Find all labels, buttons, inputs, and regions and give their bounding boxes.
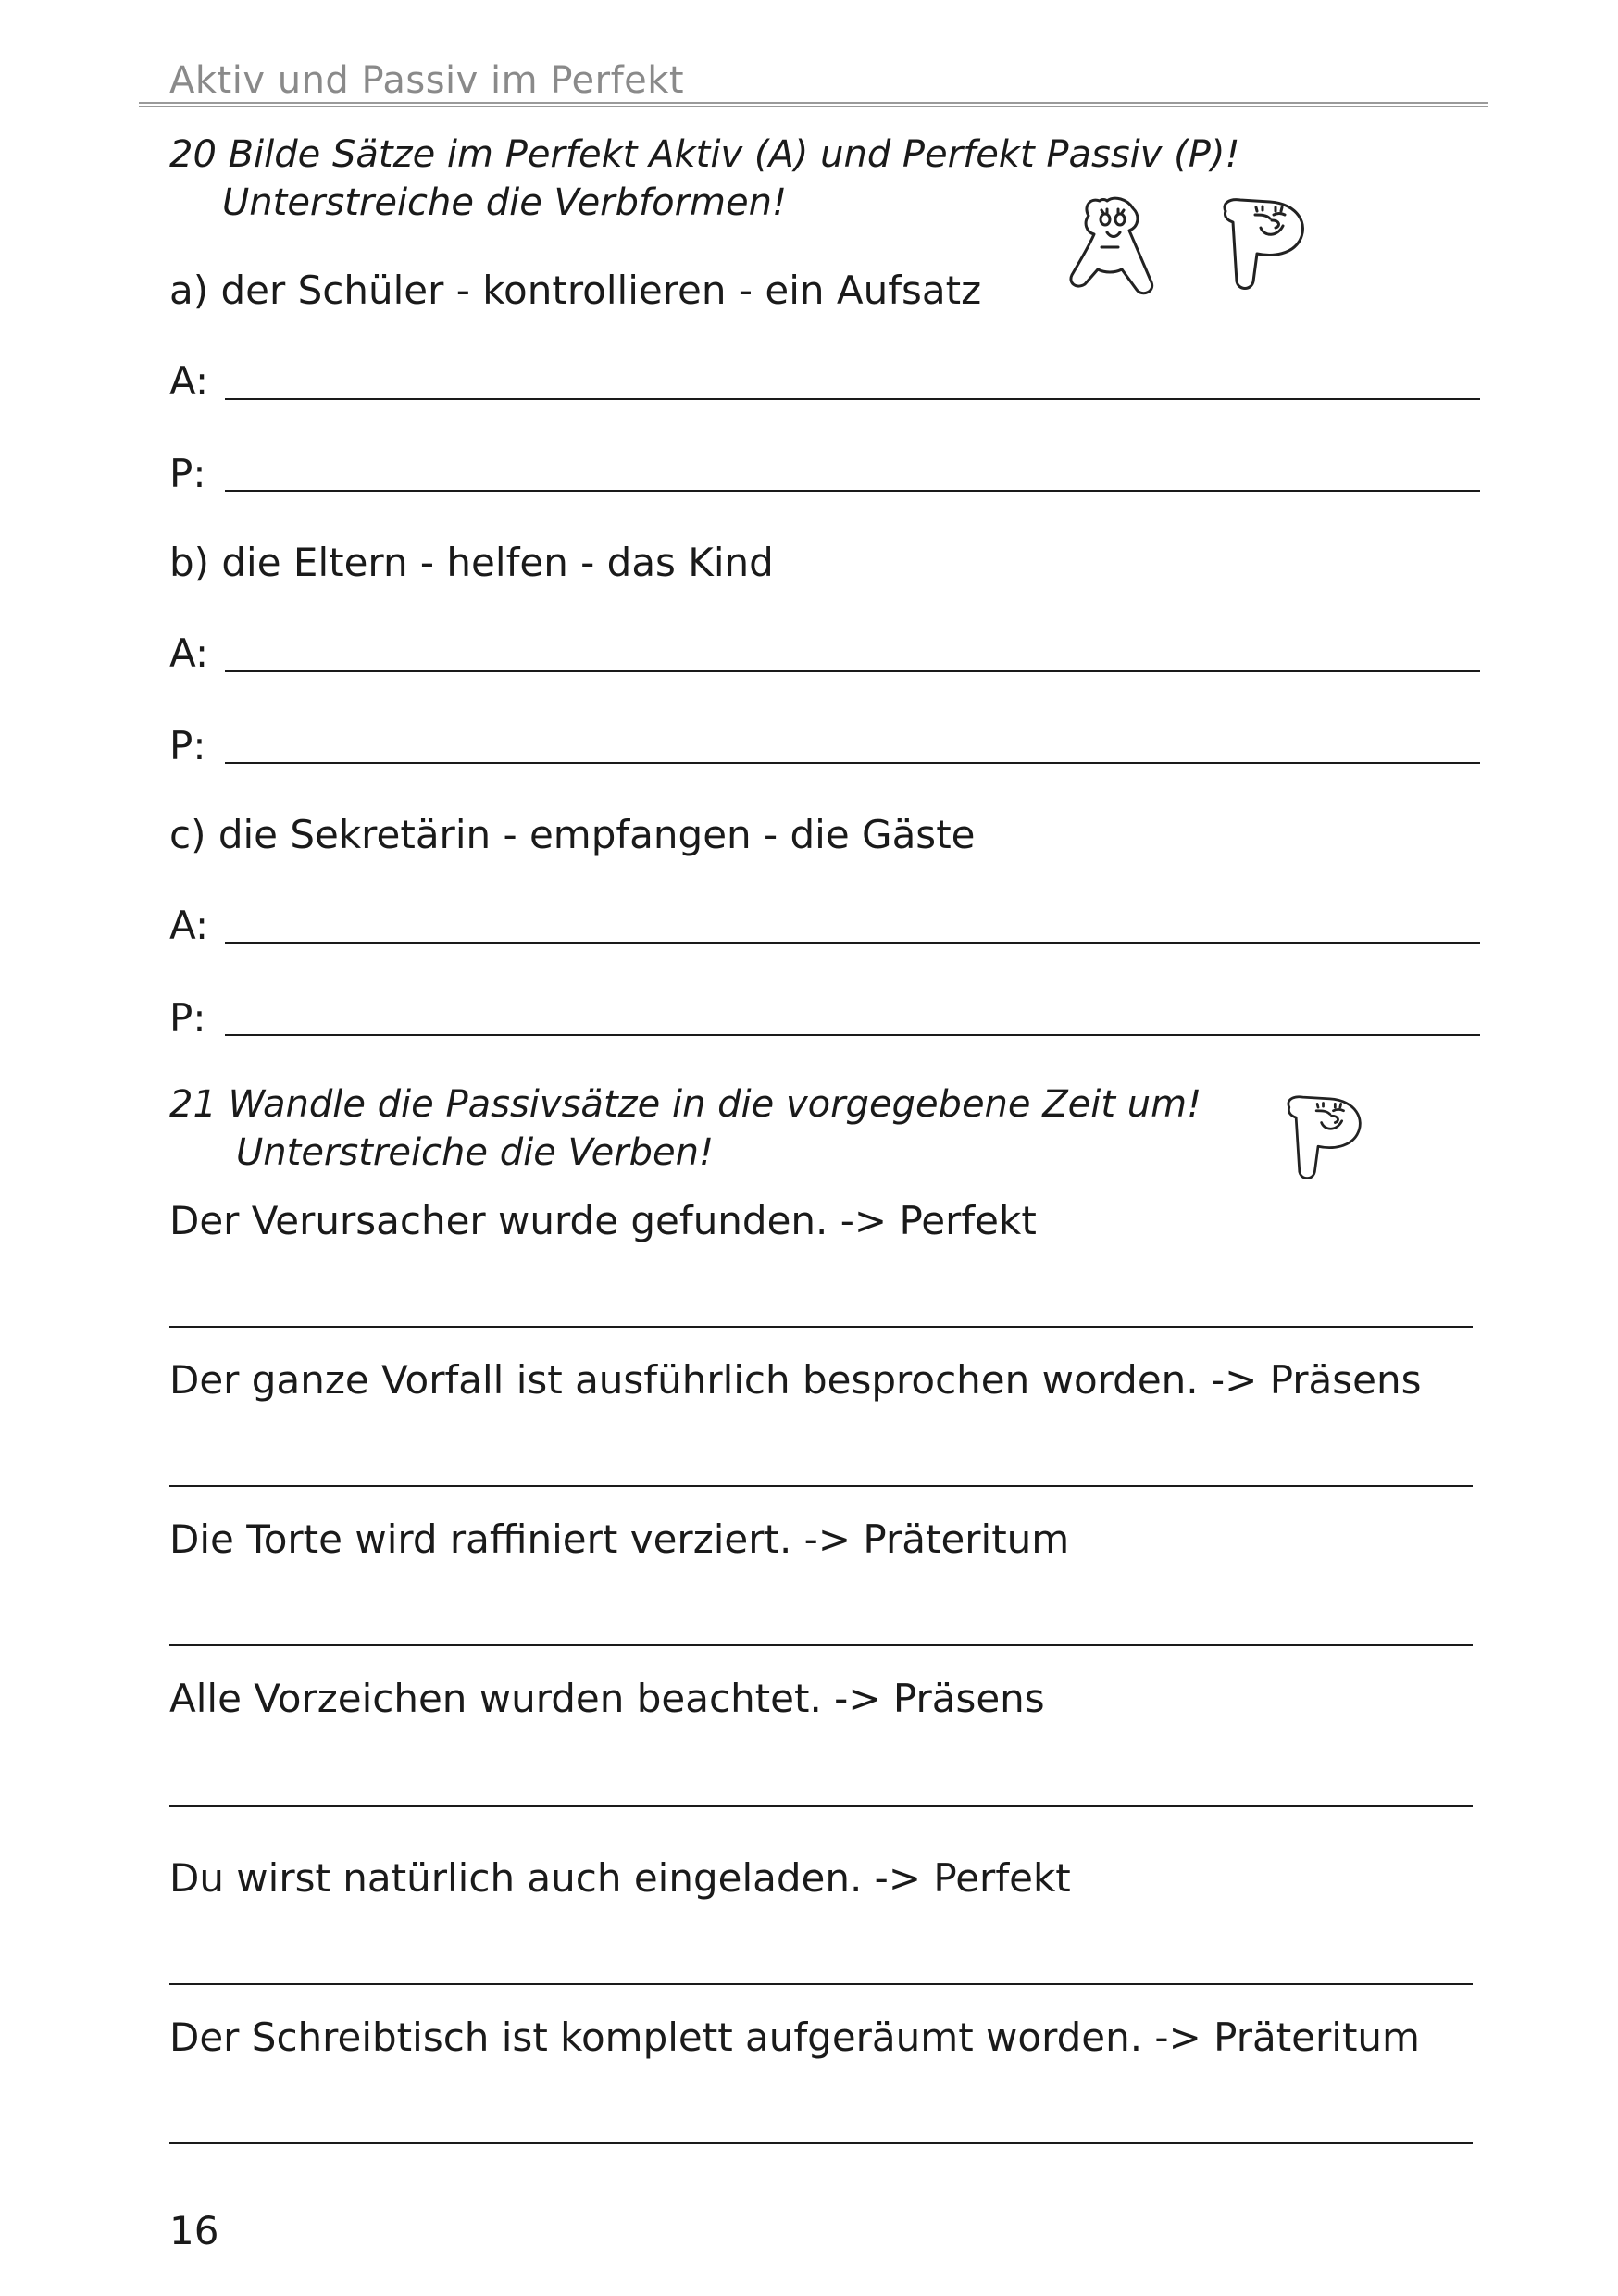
- task-20-item-a-prompt: a) der Schüler - kontrollieren - ein Aufsatz: [169, 268, 982, 313]
- task-21-answer-line-5[interactable]: [169, 1983, 1473, 1985]
- task-20-item-a-passive-answer-line[interactable]: [225, 490, 1480, 492]
- letter-p-mascot-icon: [1213, 194, 1324, 296]
- task-21-answer-line-4[interactable]: [169, 1805, 1473, 1807]
- task-20-item-b-active-answer-line[interactable]: [225, 670, 1480, 672]
- task-21-subinstruction: Unterstreiche die Verben!: [236, 1131, 715, 1174]
- letter-a-mascot-icon: [1064, 190, 1176, 301]
- task-21-answer-line-6[interactable]: [169, 2142, 1473, 2144]
- task-21-sentence-1: Der Verursacher wurde gefunden. -> Perfekt: [169, 1198, 1037, 1243]
- page-header-title: Aktiv und Passiv im Perfekt: [169, 59, 685, 102]
- task-20-subinstruction: Unterstreiche die Verbformen!: [222, 181, 787, 224]
- task-20-item-a-active-answer-line[interactable]: [225, 398, 1480, 400]
- task-20-item-a-active-label: A:: [169, 358, 209, 404]
- task-21-answer-line-2[interactable]: [169, 1485, 1473, 1487]
- page-number: 16: [169, 2208, 219, 2253]
- task-20-item-a-passive-label: P:: [169, 451, 206, 496]
- task-21-instruction: 21 Wandle die Passivsätze in die vorgegebene Zeit um!: [169, 1083, 1202, 1126]
- task-20-item-c-active-label: A:: [169, 903, 209, 948]
- task-20-item-c-active-answer-line[interactable]: [225, 942, 1480, 944]
- task-21-sentence-5: Du wirst natürlich auch eingeladen. -> Perfekt: [169, 1855, 1071, 1901]
- header-divider: [139, 102, 1488, 107]
- task-20-item-b-prompt: b) die Eltern - helfen - das Kind: [169, 540, 774, 585]
- task-20-item-c-prompt: c) die Sekretärin - empfangen - die Gäste: [169, 812, 976, 857]
- task-21-sentence-2: Der ganze Vorfall ist ausführlich besprochen worden. -> Präsens: [169, 1357, 1422, 1403]
- task-20-instruction: 20 Bilde Sätze im Perfekt Aktiv (A) und Perfekt Passiv (P)!: [169, 133, 1240, 176]
- task-21-answer-line-3[interactable]: [169, 1644, 1473, 1646]
- task-20-item-b-passive-answer-line[interactable]: [225, 762, 1480, 764]
- task-20-item-b-active-label: A:: [169, 630, 209, 676]
- letter-p-mascot-icon: [1277, 1088, 1379, 1190]
- task-20-item-c-passive-label: P:: [169, 995, 206, 1041]
- task-20-item-c-passive-answer-line[interactable]: [225, 1034, 1480, 1036]
- task-21-sentence-6: Der Schreibtisch ist komplett aufgeräumt worden. -> Präteritum: [169, 2015, 1420, 2060]
- task-21-answer-line-1[interactable]: [169, 1326, 1473, 1328]
- task-21-sentence-3: Die Torte wird raffiniert verziert. -> Präteritum: [169, 1516, 1070, 1562]
- task-21-sentence-4: Alle Vorzeichen wurden beachtet. -> Präsens: [169, 1676, 1045, 1721]
- task-20-item-b-passive-label: P:: [169, 723, 206, 768]
